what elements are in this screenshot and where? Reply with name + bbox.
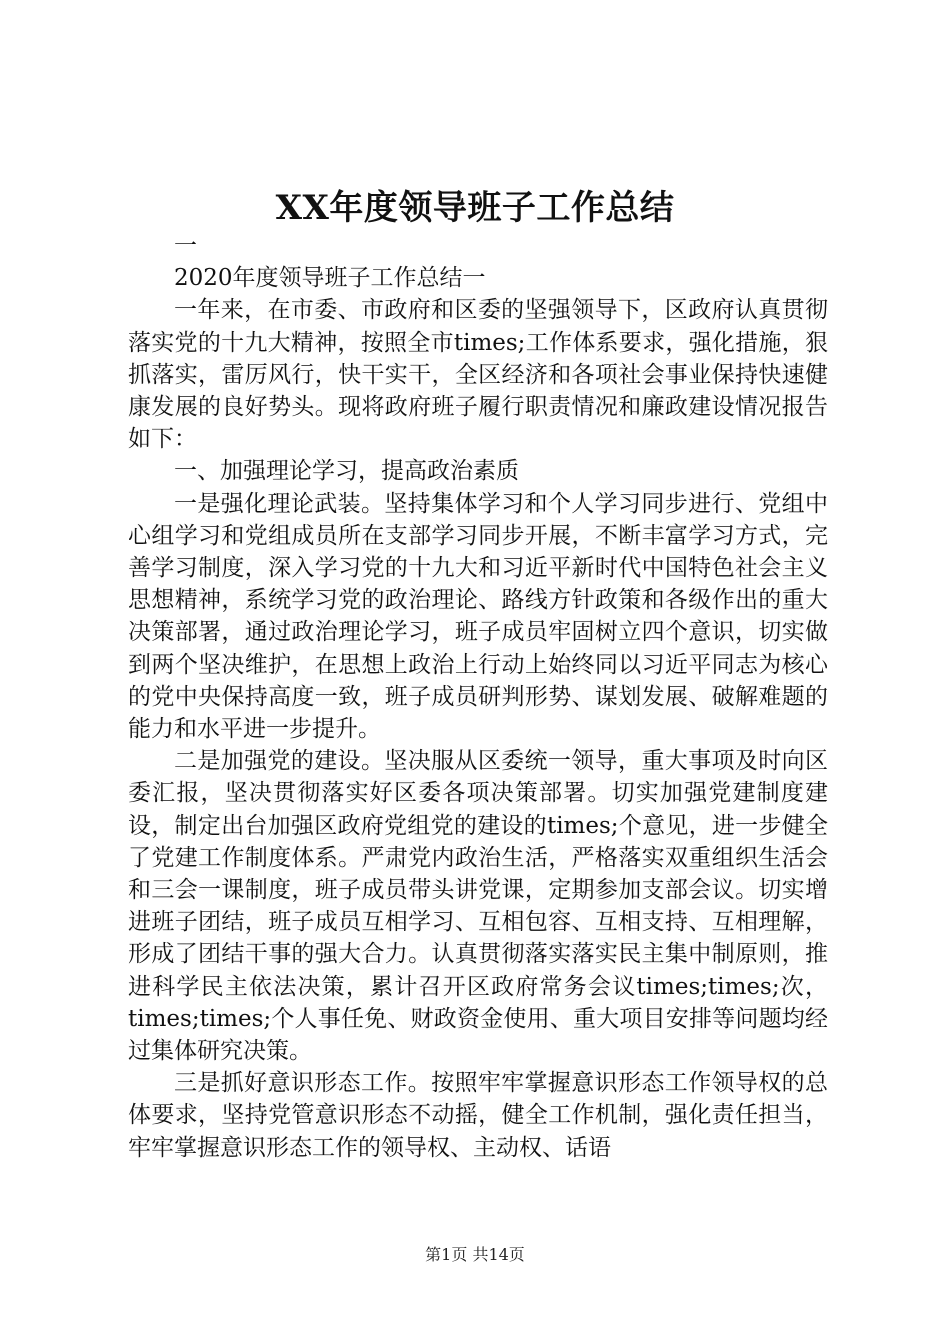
document-title: XX年度领导班子工作总结 — [275, 188, 675, 228]
page-footer: 第1页 共14页 — [425, 1245, 525, 1264]
paragraph-heading-1: 一、加强理论学习，提高政治素质 — [174, 458, 519, 485]
document-body — [128, 230, 828, 1164]
paragraph-party-building: 二是加强党的建设。坚决服从区委统一领导，重大事项及时向区委汇报，坚决贯彻落实好区委各项决策部署。切实加强党建制度建设，制定出台加强区政府党组党的建设的times;个意见，进一步健全了党建工作制度体系。严肃党内政治生活，严格落实双重组织生活会和三会一课制度，班子成员带头讲党课，定期参加支部会议。切实增进班子团结，班子成员互相学习、互相包容、互相支持、互相理解，形成了团结干事的强大合力。认真贯彻落实落实民主集中制原则，推进科学民主依法决策，累计召开区政府常务会议times;times;次，times;times;个人事任免、财政资金使用、重大项目安排等问题均经过集体研究决策。 — [128, 748, 828, 1065]
paragraph-intro: 一年来，在市委、市政府和区委的坚强领导下，区政府认真贯彻落实党的十九大精神，按照全市times;工作体系要求，强化措施，狠抓落实，雷厉风行，快干实干，全区经济和各项社会事业保持快速健康发展的良好势头。现将政府班子履行职责情况和廉政建设情况报告如下： — [128, 297, 828, 453]
paragraph-subtitle: 2020年度领导班子工作总结一 — [174, 265, 486, 292]
paragraph-theory-study: 一是强化理论武装。坚持集体学习和个人学习同步进行、党组中心组学习和党组成员所在支部学习同步开展，不断丰富学习方式，完善学习制度，深入学习党的十九大和习近平新时代中国特色社会主义思想精神，系统学习党的政治理论、路线方针政策和各级作出的重大决策部署，通过政治理论学习，班子成员牢固树立四个意识，切实做到两个坚决维护，在思想上政治上行动上始终同以习近平同志为核心的党中央保持高度一致，班子成员研判形势、谋划发展、破解难题的能力和水平进一步提升。 — [128, 490, 828, 743]
paragraph-section-marker: 一 — [174, 233, 197, 259]
paragraph-ideology-work: 三是抓好意识形态工作。按照牢牢掌握意识形态工作领导权的总体要求，坚持党管意识形态不动摇，健全工作机制，强化责任担当，牢牢掌握意识形态工作的领导权、主动权、话语 — [128, 1070, 828, 1161]
